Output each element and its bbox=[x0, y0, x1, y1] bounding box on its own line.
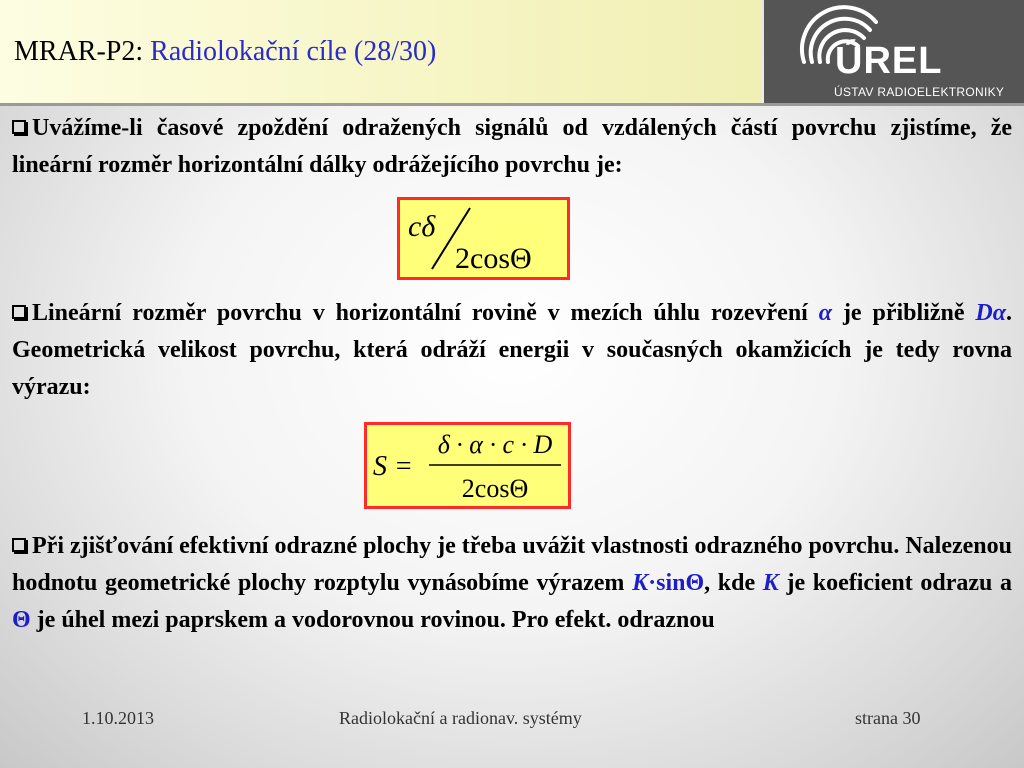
slide-title bbox=[14, 36, 436, 68]
paragraph-2 bbox=[12, 295, 1012, 406]
formula-surface-area bbox=[364, 422, 571, 509]
paragraph-1-text: Uvážíme-li časové zpoždění odražených signálů od vzdálených částí povrchu zjistíme, že lineární rozměr horizontální dálky odrážejícího povrchu je: bbox=[12, 115, 1012, 178]
logo-subtitle: ÚSTAV RADIOELEKTRONIKY bbox=[834, 85, 1005, 99]
K-symbol: K bbox=[632, 570, 649, 596]
formula-1-denominator: 2cosΘ bbox=[455, 242, 532, 275]
checkbox-bullet-icon bbox=[12, 305, 26, 319]
slide-title-prefix: MRAR-P2: bbox=[14, 36, 144, 67]
alpha-symbol: α bbox=[818, 300, 833, 326]
checkbox-bullet-icon bbox=[12, 538, 26, 552]
paragraph-2-text-c: . Geometrická velikost povrchu, která odráží energii v současných okamžicích je tedy rovna výrazu: bbox=[12, 300, 1013, 400]
theta-symbol: Θ bbox=[12, 607, 31, 633]
formula-2-denominator: 2cosΘ bbox=[461, 474, 529, 503]
footer-date: 1.10.2013 bbox=[82, 708, 154, 728]
footer-course: Radiolokační a radionav. systémy bbox=[339, 708, 582, 728]
formula-2-numerator: δ · α · c · D bbox=[437, 430, 553, 459]
sin-theta: ·sinΘ bbox=[648, 570, 705, 596]
logo-name: ÚREL bbox=[835, 40, 943, 82]
checkbox-bullet-icon bbox=[12, 120, 26, 134]
paragraph-1 bbox=[12, 110, 1012, 184]
D-symbol: D bbox=[975, 300, 993, 326]
header-divider bbox=[0, 103, 1024, 106]
paragraph-3-text-b: , kde bbox=[704, 570, 756, 596]
title-bar bbox=[0, 0, 762, 103]
formula-2-lhs: S = bbox=[373, 451, 413, 482]
slide-title-main: Radiolokační cíle (28/30) bbox=[150, 36, 437, 67]
alpha-symbol-2: α bbox=[992, 300, 1007, 326]
formula-horizontal-distance bbox=[397, 197, 570, 280]
formula-1-numerator: cδ bbox=[408, 210, 436, 243]
K-symbol-2: K bbox=[762, 570, 779, 596]
paragraph-2-text-b: je přibližně bbox=[842, 300, 965, 326]
paragraph-3-text-a: Při zjišťování efektivní odrazné plochy je třeba uvážit vlastnosti odrazného povrchu. Nalezenou hodnotu geometrické plochy rozptylu vynásobíme výrazem bbox=[12, 533, 1013, 596]
paragraph-2-text-a: Lineární rozměr povrchu v horizontální rovině v mezích úhlu rozevření bbox=[32, 300, 808, 326]
paragraph-3-text-c: je koeficient odrazu a bbox=[786, 570, 1013, 596]
paragraph-3-text-d: je úhel mezi paprskem a vodorovnou rovinou. Pro efekt. odraznou bbox=[36, 607, 715, 633]
paragraph-3 bbox=[12, 528, 1012, 639]
footer-page-number: strana 30 bbox=[855, 708, 921, 728]
